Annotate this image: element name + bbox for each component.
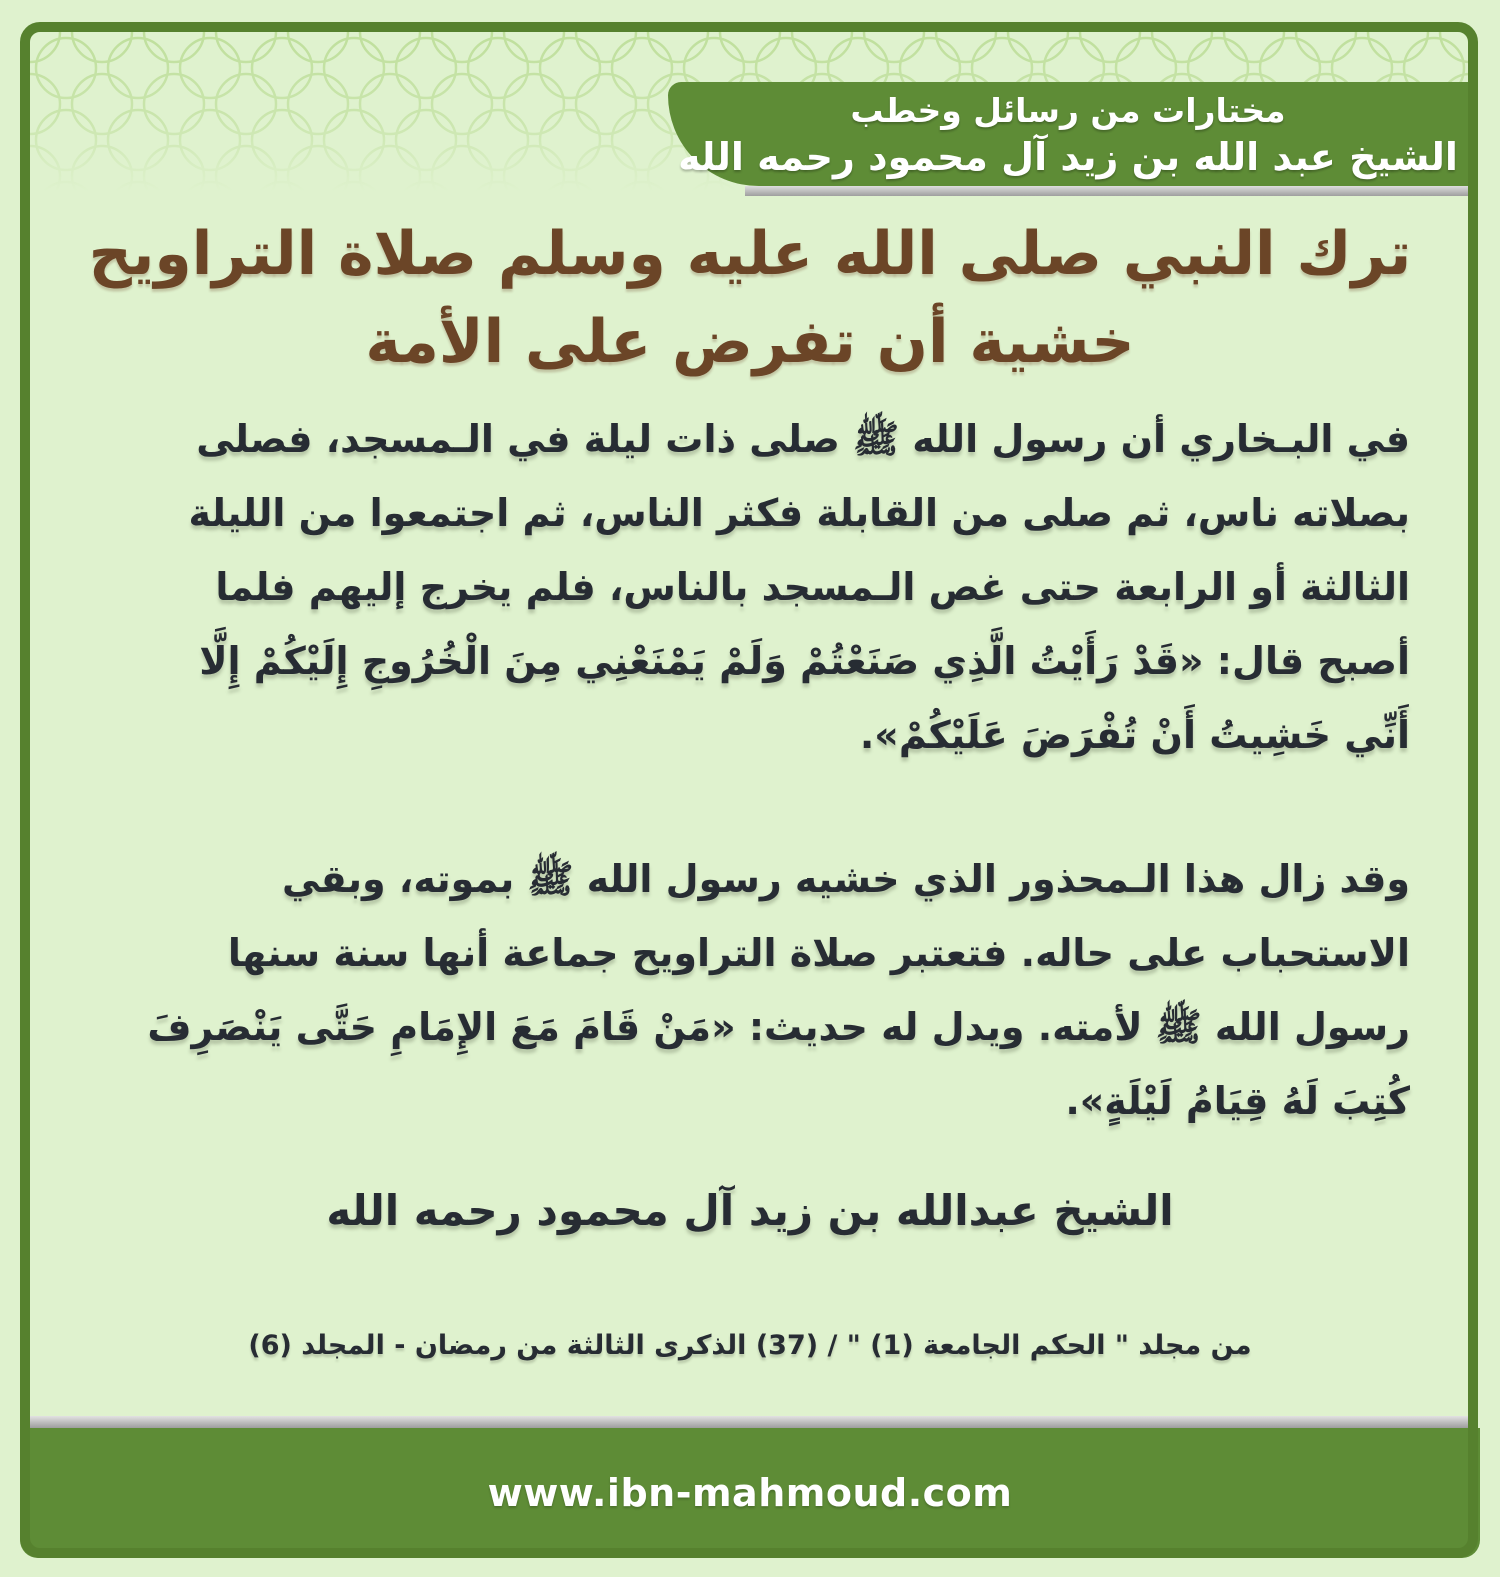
banner-shadow-strip (745, 186, 1468, 196)
title-line-1: ترك النبي صلى الله عليه وسلم صلاة التراويح (88, 219, 1412, 289)
source-citation: من مجلد " الحكم الجامعة (1) " / (37) الذكرى الثالثة من رمضان - المجلد (6) (248, 1330, 1252, 1361)
body-line: وقد زال هذا الـمحذور الذي خشيه رسول الله ﷺ بموته، وبقي (281, 857, 1410, 901)
footer-bar (20, 1428, 1480, 1558)
commentary-paragraph (90, 842, 1410, 1138)
page-title (60, 210, 1440, 386)
body-line: أصبح قال: «قَدْ رَأَيْتُ الَّذِي صَنَعْتُمْ وَلَمْ يَمْنَعْنِي مِنَ الْخُرُوجِ إِلَيْكُمْ إِلَّا (199, 639, 1410, 683)
author-signature: الشيخ عبدالله بن زيد آل محمود رحمه الله (326, 1186, 1174, 1235)
title-line-2: خشية أن تفرض على الأمة (365, 307, 1135, 377)
body-line: في البـخاري أن رسول الله ﷺ صلى ذات ليلة في الـمسجد، فصلى (196, 417, 1410, 461)
hadith-paragraph (90, 402, 1410, 772)
body-line: كُتِبَ لَهُ قِيَامُ لَيْلَةٍ». (1065, 1079, 1410, 1123)
header-banner (668, 82, 1468, 186)
body-line: بصلاته ناس، ثم صلى من القابلة فكثر الناس، ثم اجتمعوا من الليلة (188, 491, 1410, 535)
body-line: الاستحباب على حاله. فتعتبر صلاة التراويح جماعة أنها سنة سنها (227, 931, 1410, 975)
body-line: أَنِّي خَشِيتُ أَنْ تُفْرَضَ عَلَيْكُمْ». (859, 713, 1410, 757)
banner-author: الشيخ عبد الله بن زيد آل محمود رحمه الله (678, 135, 1458, 179)
body-line: رسول الله ﷺ لأمته. ويدل له حديث: «مَنْ قَامَ مَعَ الإِمَامِ حَتَّى يَنْصَرِفَ (147, 1005, 1410, 1049)
website-url: www.ibn-mahmoud.com (487, 1471, 1013, 1515)
banner-subtitle: مختارات من رسائل وخطب (850, 91, 1286, 130)
body-line: الثالثة أو الرابعة حتى غص الـمسجد بالناس، فلم يخرج إليهم فلما (215, 565, 1410, 609)
footer-shadow-strip (30, 1416, 1468, 1428)
